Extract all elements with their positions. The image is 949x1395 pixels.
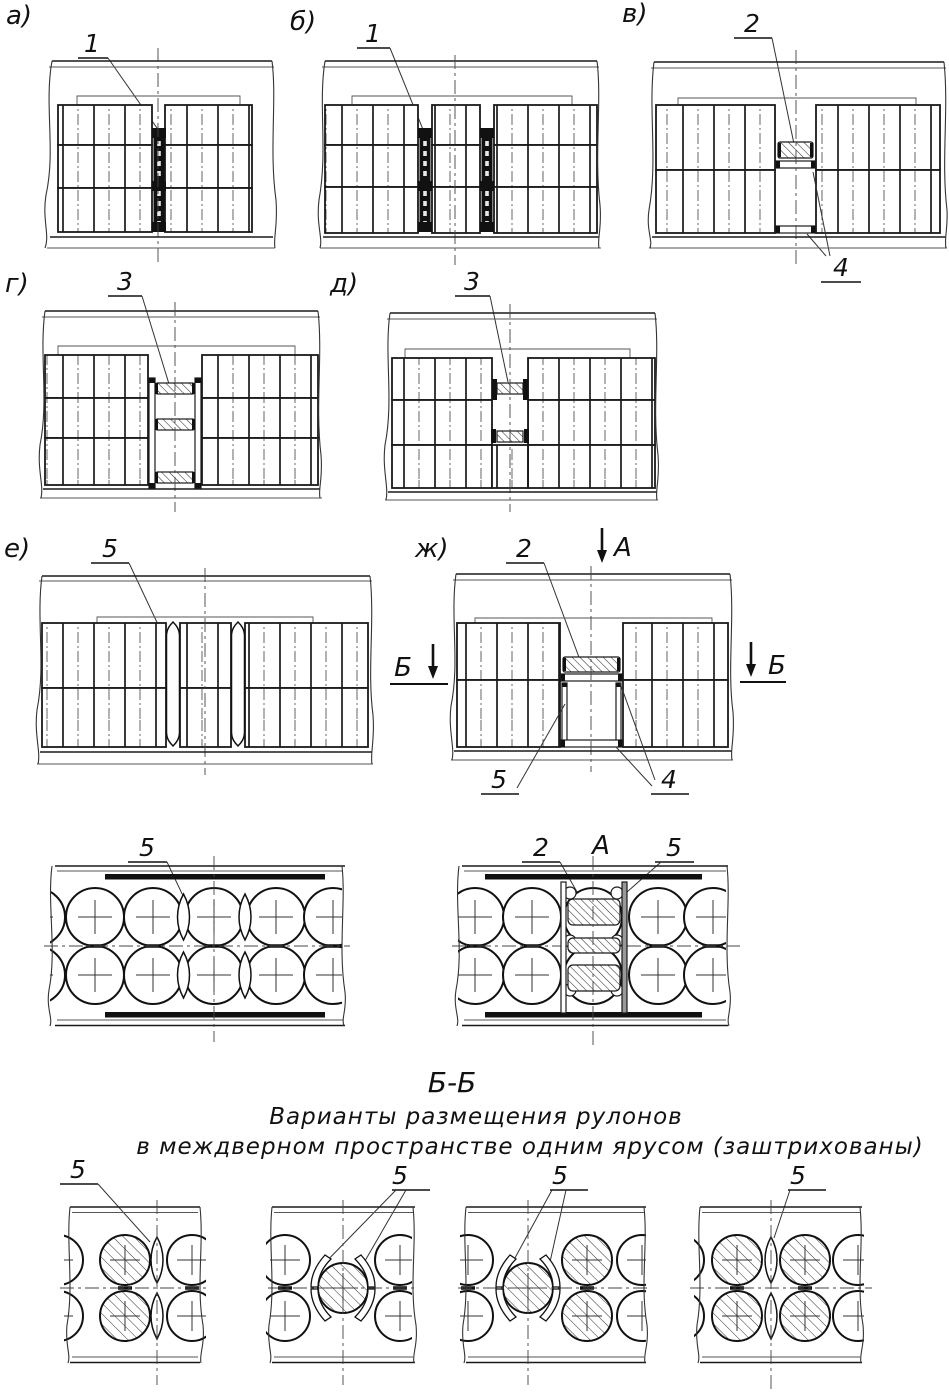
board-5 <box>232 622 245 746</box>
callout-2-text: 2 <box>744 9 760 38</box>
bar-4-upper <box>776 161 815 168</box>
spacer-1 <box>418 128 432 232</box>
board-5-posts <box>562 683 621 746</box>
figure-g <box>5 267 322 512</box>
variant-1 <box>33 1155 217 1385</box>
variant-4-break-lines <box>697 1207 864 1363</box>
figure-b-bottom-band <box>320 237 601 248</box>
figure-zh-bottom-band <box>451 751 733 760</box>
section-mark-b-right <box>740 642 786 682</box>
callout-5-text: 5 <box>70 1155 86 1184</box>
roll-2-middle <box>568 938 620 953</box>
bar-4-lower <box>776 226 815 233</box>
callout-5-text: 5 <box>392 1161 408 1190</box>
variant-3 <box>443 1161 667 1385</box>
callout-1-text: 1 <box>365 19 381 48</box>
figure-v-top-band <box>651 62 946 68</box>
callout-3-text: 3 <box>117 267 133 296</box>
variant-4-callout-board <box>774 1161 826 1238</box>
figure-d <box>329 267 658 512</box>
figure-b-top-band <box>322 61 599 67</box>
variant-1-callout-board <box>60 1155 150 1242</box>
view-a-label: А <box>592 831 610 861</box>
figure-zh <box>414 528 786 794</box>
figure-v <box>622 0 947 282</box>
bar-4-lower <box>561 740 622 747</box>
board-5 <box>167 622 180 746</box>
figure-b-rolls <box>325 105 597 233</box>
figure-g-top-band <box>42 311 320 317</box>
figure-g-bottom-band <box>40 489 322 498</box>
figure-g-label: г) <box>5 269 29 299</box>
roll-2 <box>778 142 813 158</box>
figure-zh-label: ж) <box>415 534 449 564</box>
figure-a-bottom-band <box>47 237 275 248</box>
callout-5-text: 5 <box>102 534 118 563</box>
spacer-1 <box>480 128 494 232</box>
caption-line-1: Варианты размещения рулонов <box>269 1104 683 1130</box>
figure-d-label: д) <box>330 269 359 299</box>
figure-zh-rolls <box>457 623 728 747</box>
figure-b <box>290 7 601 265</box>
figure-e-top-band <box>39 576 372 581</box>
section-b-text: Б <box>768 651 786 681</box>
figure-a-label: а) <box>6 1 33 31</box>
section-arrow-down-icon <box>746 642 756 677</box>
figure-v-label: в) <box>622 0 648 29</box>
roll-2 <box>563 657 620 672</box>
variant-4 <box>654 1161 883 1393</box>
section-title: Б-Б <box>427 1066 477 1099</box>
board-5-left <box>561 882 566 1013</box>
section-b-text: Б <box>394 653 412 683</box>
figure-zh-top-band <box>453 574 732 580</box>
callout-4-text: 4 <box>661 765 677 794</box>
section-caption <box>136 1066 923 1160</box>
section-a-text: А <box>614 533 632 563</box>
callout-2-text: 2 <box>516 534 532 563</box>
figure-e-label: е) <box>4 534 31 564</box>
spacer-1 <box>152 128 166 232</box>
roll-2-top <box>568 899 620 925</box>
callout-5-text: 5 <box>139 833 155 862</box>
figure-v-bottom-band <box>649 237 947 248</box>
callout-3-text: 3 <box>464 267 480 296</box>
section-arrow-down-icon <box>428 644 438 679</box>
section-mark-b-left <box>390 644 448 684</box>
figure-e <box>4 534 448 775</box>
board-5-right <box>622 882 627 1013</box>
figure-d-top-band <box>387 313 657 319</box>
variant-2 <box>260 1161 430 1385</box>
bar-4-upper <box>561 674 622 681</box>
section-arrow-down-icon <box>597 528 607 563</box>
callout-2-text: 2 <box>533 833 549 862</box>
figure-a <box>6 1 276 262</box>
callout-5-text: 5 <box>552 1161 568 1190</box>
plan-right-callout-board <box>627 833 694 892</box>
callout-1-text: 1 <box>84 29 100 58</box>
figure-d-bottom-band <box>385 492 658 500</box>
plan-view-right <box>446 831 742 1048</box>
variant-4-walls <box>700 1207 862 1363</box>
plan-view-left <box>7 833 362 1042</box>
section-mark-a-top <box>597 528 632 563</box>
figure-b-label: б) <box>290 7 317 37</box>
callout-4-text: 4 <box>833 253 849 282</box>
callout-5-text: 5 <box>790 1161 806 1190</box>
figure-v-rolls <box>656 105 940 233</box>
caption-line-2: в междверном пространстве одним ярусом (заштрихованы) <box>136 1134 924 1160</box>
roll-2-bottom <box>568 965 620 991</box>
figure-d-rolls <box>392 358 655 488</box>
callout-5-text: 5 <box>666 833 682 862</box>
figure-a-top-band <box>49 61 274 67</box>
callout-5-text: 5 <box>491 765 507 794</box>
